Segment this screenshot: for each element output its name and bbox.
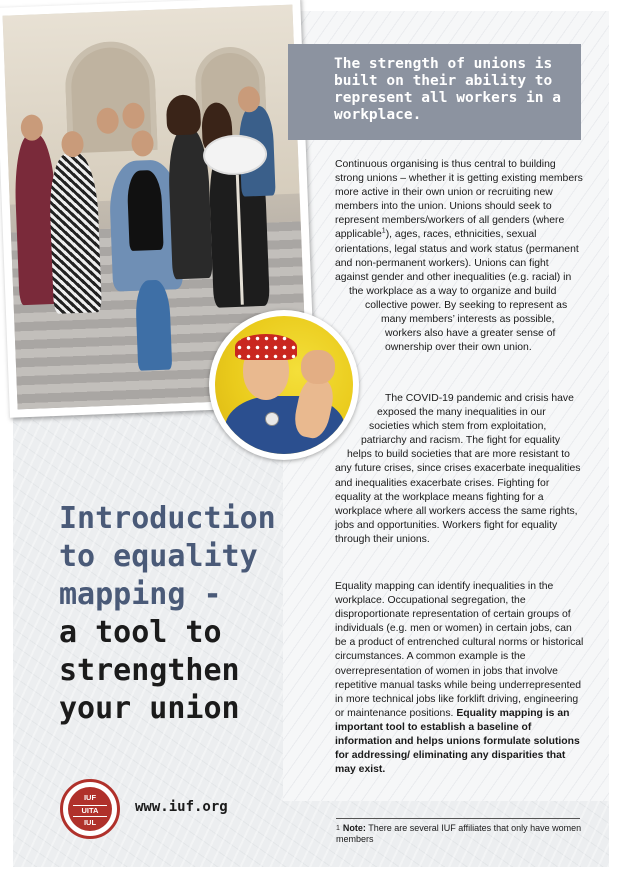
paragraph-1-text-b: ), ages, races, ethnicities, sexual orientations, legal status and work status (permanent and non-permanent workers). Unions can fight against gender and other inequalities (e.g. racial) in the workplace as a way to organize and build collective power. By seeking to represent as many members’ interests as possible, workers also have a greater sense of ownership over their own union.	[335, 229, 579, 354]
iuf-logo	[60, 779, 120, 839]
title-line-6: your union	[59, 691, 240, 726]
page-title	[59, 500, 319, 728]
footnote	[336, 823, 586, 845]
footnote-marker: 1	[381, 228, 386, 235]
headline: The strength of unions is built on their ability to represent all workers in a workplace.	[334, 56, 561, 123]
title-line-4: a tool to	[59, 615, 222, 650]
footnote-text: There are several IUF affiliates that only have women members	[336, 823, 582, 844]
title-line-5: strengthen	[59, 653, 240, 688]
logo-text-middle: UITA	[81, 805, 99, 815]
logo-text-top: IUF	[83, 793, 97, 802]
footnote-label: Note:	[342, 823, 366, 833]
title-line-3: mapping -	[59, 577, 222, 612]
footnote-divider	[336, 818, 580, 819]
title-line-1: Introduction	[59, 501, 276, 536]
paragraph-organising	[335, 158, 585, 368]
paragraph-2-text: The COVID-19 pandemic and crisis have exposed the many inequalities in our societies which stem from exploitation, patriarchy and racism. The fight for equality helps to build societies that are more resistant to any future crises, since crises exacerbate inequalities and inequalities exacerbate crises. Fighting for equality at the workplace means fighting for a workplace where all workers access the same rights, jobs and opportunities. Workers fight for equality through their unions.	[335, 393, 581, 545]
paragraph-1-text-a: Continuous organising is thus central to building strong unions – whether it is getting existing members more active in their own union or recruiting new members into the union. Unions should seek to represent members/workers of all genders (where applicable	[335, 159, 583, 241]
footnote-number: 1	[336, 825, 340, 832]
paragraph-covid	[335, 392, 585, 547]
title-line-2: to equality	[59, 539, 258, 574]
website-link[interactable]: www.iuf.org	[135, 799, 228, 815]
paragraph-3-text: Equality mapping can identify inequalities in the workplace. Occupational segregation, the disproportionate representation of certain groups of individuals (e.g. men or women) in certain jobs, can be a product of entrenched cultural norms or historical circumstances. A common example is the overrepresentation of women in jobs that involve repetitive manual tasks while being underrepresented in more technical jobs like forklift driving, engineering or maintenance positions.	[335, 581, 584, 719]
headline-box	[288, 44, 581, 140]
paragraph-3-bold-text: Equality mapping is an important tool to establish a baseline of information and helps unions formulate solutions for addressing/ eliminating any disparities that may exist.	[335, 707, 580, 776]
paragraph-equality-mapping	[335, 580, 585, 777]
logo-text-bottom: IUL	[83, 818, 97, 827]
